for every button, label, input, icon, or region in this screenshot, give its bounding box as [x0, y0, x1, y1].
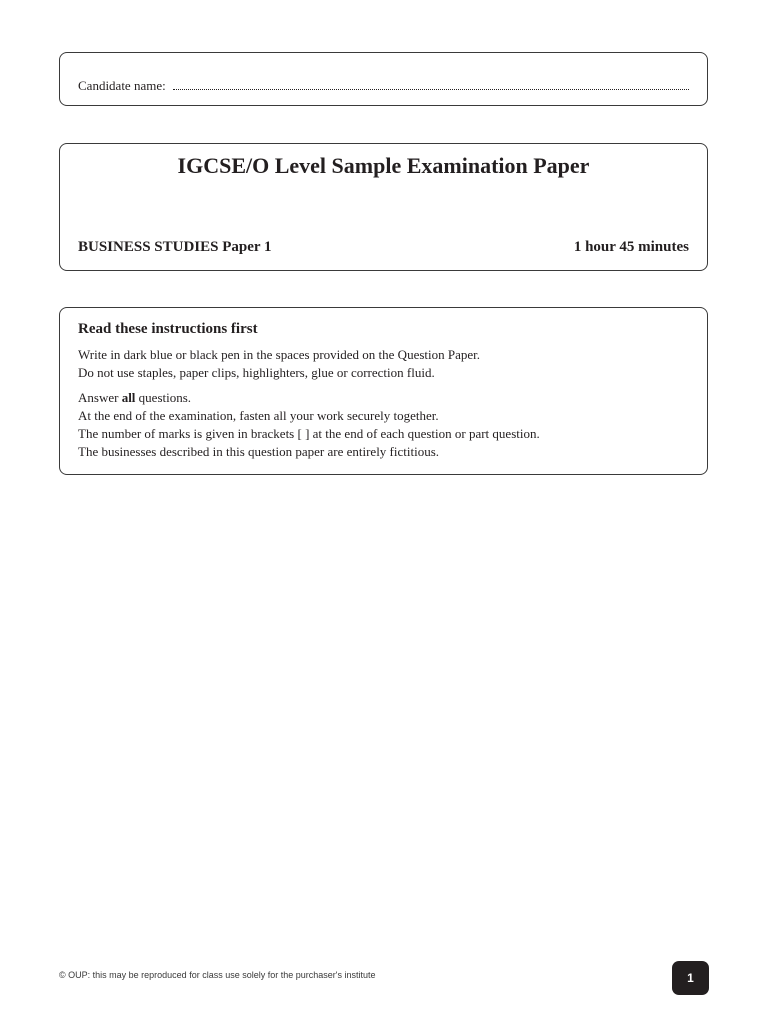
answer-prefix: Answer: [78, 390, 119, 405]
candidate-name-row: [78, 77, 689, 94]
candidate-name-box: [59, 52, 708, 106]
instruction-line: Do not use staples, paper clips, highlighters, glue or correction fluid.: [78, 365, 435, 380]
answer-suffix: questions.: [138, 390, 192, 405]
subject-label: BUSINESS STUDIES Paper 1: [78, 239, 272, 255]
answer-emphasis: all: [121, 390, 136, 405]
instructions-box: [59, 307, 708, 475]
paper-title: IGCSE/O Level Sample Examination Paper: [177, 153, 590, 178]
copyright-note: © OUP: this may be reproduced for class use solely for the purchaser's institute: [59, 970, 376, 980]
candidate-name-label: Candidate name:: [78, 78, 166, 93]
subject-row: [78, 239, 689, 256]
title-box: [59, 143, 708, 271]
instruction-line: At the end of the examination, fasten all your work securely together.: [78, 408, 439, 423]
instruction-line: The businesses described in this question paper are entirely fictitious.: [78, 444, 440, 459]
duration-label: 1 hour 45 minutes: [573, 239, 689, 255]
page-number-badge: 1: [672, 961, 709, 995]
instructions-heading: Read these instructions first: [78, 321, 258, 337]
candidate-name-field[interactable]: [173, 77, 689, 90]
instructions-group-1: [78, 346, 689, 382]
instruction-line: Write in dark blue or black pen in the spaces provided on the Question Paper.: [78, 347, 481, 362]
instructions-group-2: [78, 389, 689, 461]
instruction-line: The number of marks is given in brackets [ ] at the end of each question or part question.: [78, 426, 540, 441]
instruction-answer-line: [78, 389, 689, 407]
